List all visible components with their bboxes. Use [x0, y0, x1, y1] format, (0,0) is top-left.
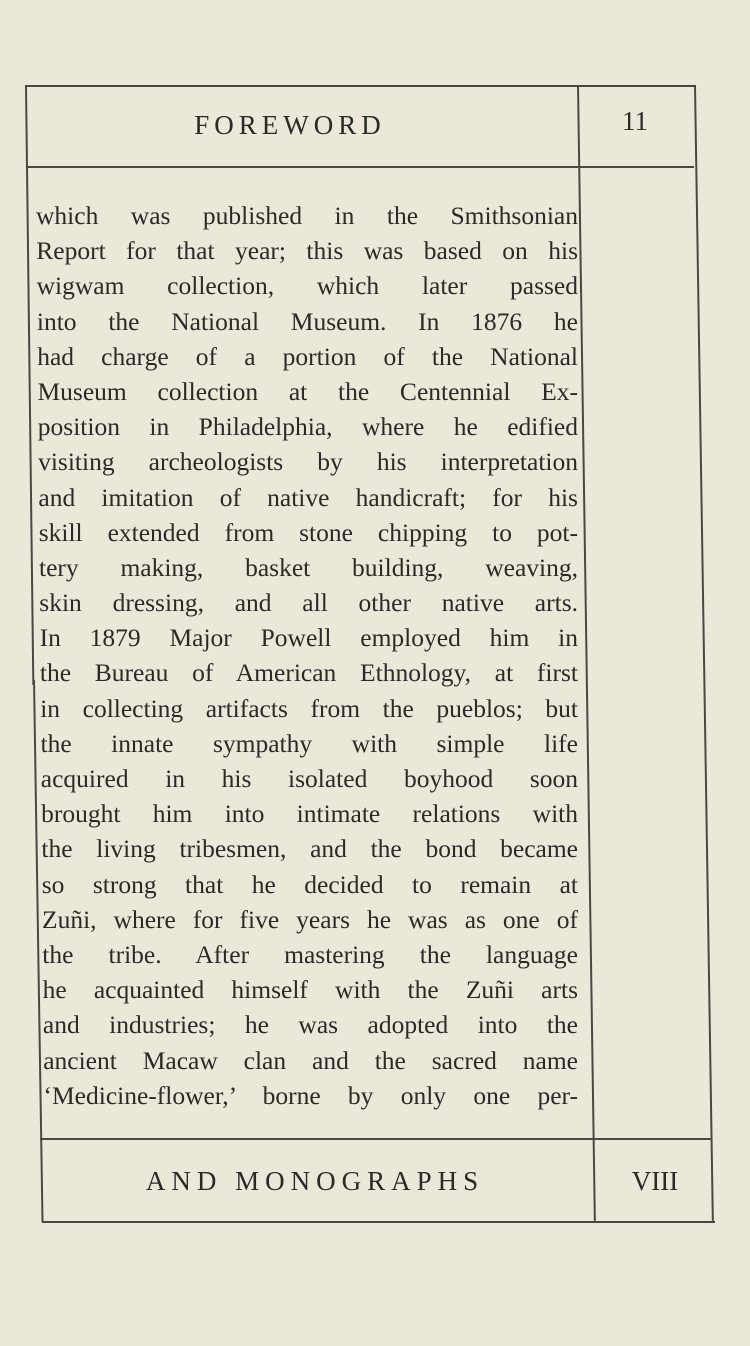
frame-left-rule — [25, 85, 34, 685]
text-line: In 1879 Major Powell employed him in — [39, 623, 578, 653]
text-line: and imitation of native handicraft; for his — [38, 482, 578, 512]
text-line: Museum collection at the Centennial Ex- — [37, 376, 578, 406]
text-line: wigwam collection, which later passed — [36, 271, 578, 301]
frame-top-rule — [25, 85, 696, 87]
header-bottom-rule — [27, 166, 694, 168]
text-line: Report for that year; this was based on his — [36, 236, 578, 266]
text-line: brought him into intimate relations with — [41, 799, 578, 829]
text-line: in collecting artifacts from the pueblos; but — [40, 693, 578, 723]
text-line: he acquainted himself with the Zuñi arts — [42, 975, 578, 1005]
body-text — [36, 198, 578, 1113]
page-number: 11 — [622, 106, 648, 136]
footer-volume: VIII — [631, 1166, 679, 1196]
column-divider — [577, 85, 596, 1221]
text-line: the living tribesmen, and the bond became — [41, 834, 578, 864]
text-line: visiting archeologists by his interpretation — [38, 447, 578, 477]
text-line: had charge of a portion of the National — [37, 341, 578, 371]
frame-right-rule — [694, 85, 714, 1221]
frame-bottom-rule — [42, 1221, 715, 1223]
text-line: ancient Macaw clan and the sacred name — [43, 1045, 578, 1075]
footer-series-title: AND MONOGRAPHS — [145, 1166, 485, 1196]
text-line: the Bureau of American Ethnology, at first — [39, 658, 578, 688]
text-line: the tribe. After mastering the language — [42, 939, 578, 969]
text-line: the innate sympathy with simple life — [40, 728, 578, 758]
text-line: into the National Museum. In 1876 he — [36, 306, 578, 336]
text-line: ‘Medicine-flower,’ borne by only one per- — [43, 1080, 578, 1110]
text-line: and industries; he was adopted into the — [42, 1010, 578, 1040]
text-line: position in Philadelphia, where he edified — [37, 412, 578, 442]
text-line: acquired in his isolated boyhood soon — [40, 764, 578, 793]
text-line: skin dressing, and all other native arts. — [39, 588, 578, 618]
text-line: tery making, basket building, weaving, — [39, 552, 578, 582]
text-line: Zuñi, where for five years he was as one of — [42, 904, 578, 934]
text-line: which was published in the Smithsonian — [36, 201, 578, 230]
running-head-title: FOREWORD — [194, 110, 386, 140]
footer-top-rule — [40, 1138, 712, 1140]
text-line: skill extended from stone chipping to pot- — [38, 517, 578, 547]
text-line: so strong that he decided to remain at — [41, 869, 578, 899]
